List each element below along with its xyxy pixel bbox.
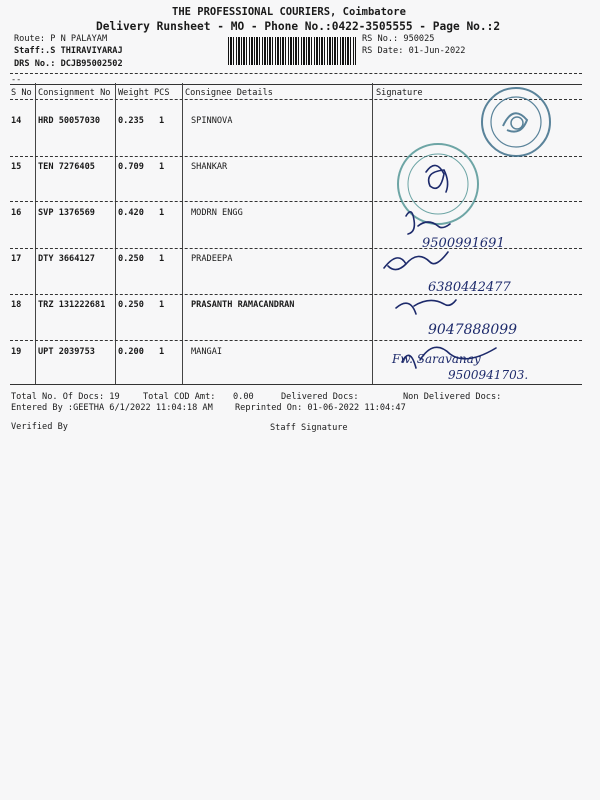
- row-pcs: 1: [159, 347, 165, 357]
- row-consignee: MANGAI: [191, 347, 223, 357]
- rs-date: RS Date: 01-Jun-2022: [362, 46, 466, 56]
- total-docs: Total No. Of Docs: 19: [11, 392, 120, 402]
- route-label: Route: P N PALAYAM: [14, 34, 108, 44]
- entered-by: Entered By :GEETHA 6/1/2022 11:04:18 AM: [11, 403, 213, 413]
- col-pcs: PCS: [154, 88, 170, 98]
- sig-phone-1: 9500991691: [422, 236, 505, 251]
- row-consignee: SPINNOVA: [191, 116, 233, 126]
- rs-number: RS No.: 950025: [362, 34, 435, 44]
- staff-label: Staff:.S THIRAVIYARAJ: [14, 46, 123, 56]
- sig-name-4: Fw. Saravanay: [392, 352, 481, 366]
- row-consignment: SVP 1376569: [38, 208, 95, 218]
- rule-top: [10, 73, 582, 74]
- row-sno: 15: [11, 162, 22, 172]
- row-sno: 16: [11, 208, 22, 218]
- row-weight: 0.250: [118, 300, 144, 310]
- total-cod-amount: 0.00: [233, 392, 254, 402]
- row-consignment: UPT 2039753: [38, 347, 95, 357]
- row-consignment: DTY 3664127: [38, 254, 95, 264]
- col-consignment: Consignment No: [38, 88, 111, 98]
- delivered-docs: Delivered Docs:: [281, 392, 359, 402]
- sig-phone-2: 6380442477: [428, 280, 511, 295]
- row-weight: 0.709: [118, 162, 144, 172]
- reprinted-on: Reprinted On: 01-06-2022 11:04:47: [235, 403, 406, 413]
- barcode: [228, 37, 356, 65]
- row-pcs: 1: [159, 116, 165, 126]
- row-consignment: TEN 7276405: [38, 162, 95, 172]
- runsheet-title: Delivery Runsheet - MO - Phone No.:0422-3505555 - Page No.:2: [96, 20, 501, 33]
- col-consignee: Consignee Details: [185, 88, 273, 98]
- rule-dash: --: [11, 75, 22, 85]
- sig-phone-4: 9500941703.: [448, 368, 529, 382]
- row-weight: 0.420: [118, 208, 144, 218]
- row-sno: 19: [11, 347, 22, 357]
- row-sno: 18: [11, 300, 22, 310]
- col-weight: Weight: [118, 88, 150, 98]
- col-sno: S No: [11, 88, 32, 98]
- row-pcs: 1: [159, 162, 165, 172]
- verified-by: Verified By: [11, 422, 68, 432]
- row-consignee: PRASANTH RAMACANDRAN: [191, 300, 295, 310]
- row-consignee: PRADEEPA: [191, 254, 233, 264]
- row-consignment: HRD 50057030: [38, 116, 101, 126]
- total-cod-label: Total COD Amt:: [143, 392, 216, 402]
- row-pcs: 1: [159, 300, 165, 310]
- row-pcs: 1: [159, 208, 165, 218]
- row-weight: 0.235: [118, 116, 144, 126]
- row-consignee: MODRN ENGG: [191, 208, 243, 218]
- drs-label: DRS No.: DCJB95002502: [14, 59, 123, 69]
- row-consignee: SHANKAR: [191, 162, 228, 172]
- row-weight: 0.200: [118, 347, 144, 357]
- row-pcs: 1: [159, 254, 165, 264]
- non-delivered-docs: Non Delivered Docs:: [403, 392, 502, 402]
- row-weight: 0.250: [118, 254, 144, 264]
- sig-phone-3: 9047888099: [428, 322, 518, 338]
- company-name: THE PROFESSIONAL COURIERS, Coimbatore: [172, 6, 406, 18]
- row-sno: 14: [11, 116, 22, 126]
- company-stamp-icon: [482, 88, 550, 156]
- col-signature: Signature: [376, 88, 423, 98]
- row-sno: 17: [11, 254, 22, 264]
- staff-signature: Staff Signature: [270, 423, 348, 433]
- row-consignment: TRZ 131222681: [38, 300, 106, 310]
- signature-overlay: [372, 80, 582, 390]
